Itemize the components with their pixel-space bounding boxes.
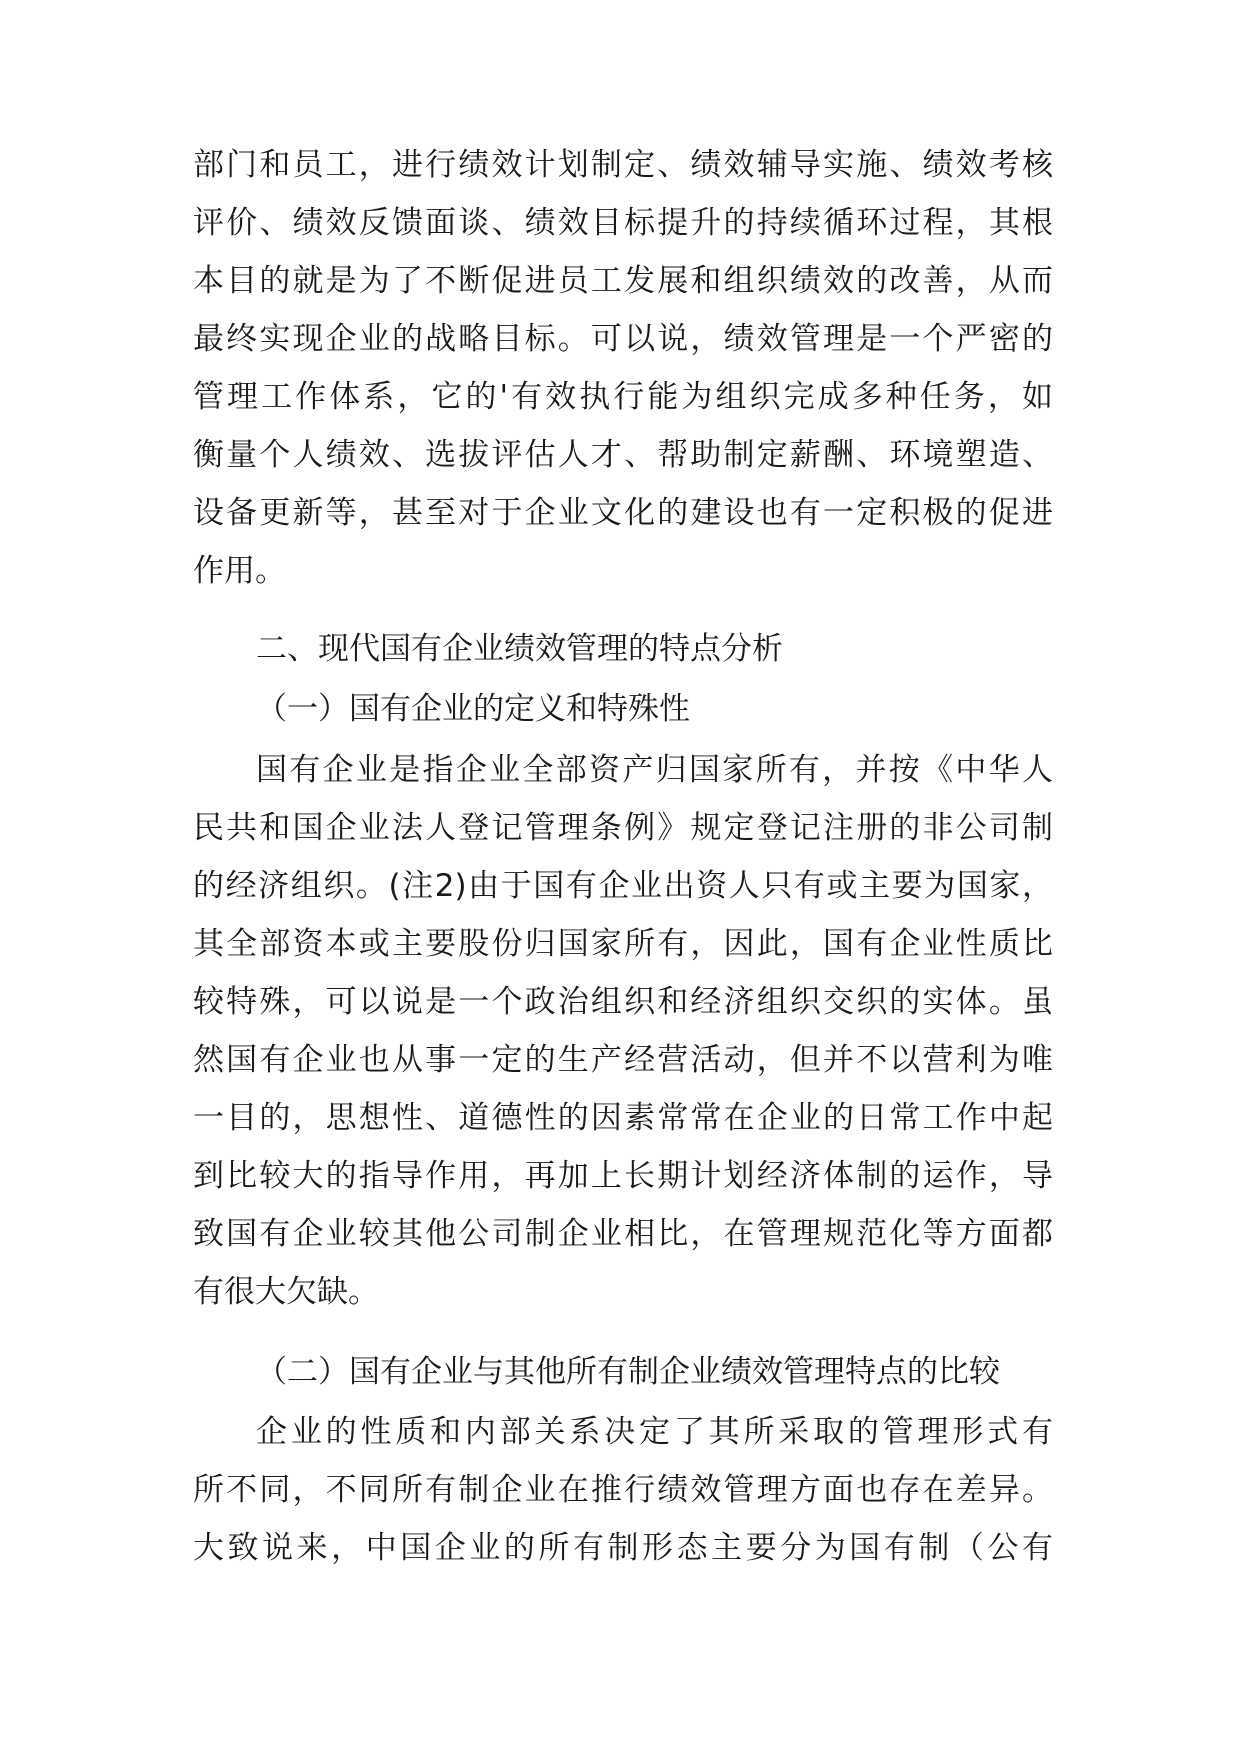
subsection-heading-2-2: （二）国有企业与其他所有制企业绩效管理特点的比较 [256, 1354, 1000, 1390]
text-line-5: 管理工作体系，它的'有效执行能为组织完成多种任务，如 [193, 379, 1053, 415]
paragraph-first-line: 国有企业是指企业全部资产归国家所有，并按《中华人 [256, 752, 1053, 788]
text-line-13: 的经济组织。(注2)由于国有企业出资人只有或主要为国家， [193, 868, 1053, 904]
text-line-14: 其全部资本或主要股份归国家所有，因此，国有企业性质比 [193, 926, 1053, 962]
text-line-20: 有很大欠缺。 [193, 1274, 379, 1310]
text-line-7: 设备更新等，甚至对于企业文化的建设也有一定积极的促进 [193, 495, 1053, 531]
text-line-18: 到比较大的指导作用，再加上长期计划经济体制的运作，导 [193, 1158, 1053, 1194]
text-line-16: 然国有企业也从事一定的生产经营活动，但并不以营利为唯 [193, 1042, 1053, 1078]
text-line-24: 大致说来，中国企业的所有制形态主要分为国有制（公有 [193, 1530, 1053, 1566]
paragraph-first-line-2: 企业的性质和内部关系决定了其所采取的管理形式有 [256, 1414, 1053, 1450]
text-line-23: 所不同，不同所有制企业在推行绩效管理方面也存在差异。 [193, 1472, 1053, 1508]
text-line-6: 衡量个人绩效、选拔评估人才、帮助制定薪酬、环境塑造、 [193, 437, 1053, 473]
text-line-15: 较特殊，可以说是一个政治组织和经济组织交织的实体。虽 [193, 984, 1053, 1020]
text-line-3: 本目的就是为了不断促进员工发展和组织绩效的改善，从而 [193, 263, 1053, 299]
text-line-17: 一目的，思想性、道德性的因素常常在企业的日常工作中起 [193, 1100, 1053, 1136]
text-line-4: 最终实现企业的战略目标。可以说，绩效管理是一个严密的 [193, 321, 1053, 357]
text-line-8: 作用。 [193, 553, 286, 589]
text-line-2: 评价、绩效反馈面谈、绩效目标提升的持续循环过程，其根 [193, 205, 1053, 241]
subsection-heading-2-1: （一）国有企业的定义和特殊性 [256, 691, 690, 727]
text-line-19: 致国有企业较其他公司制企业相比，在管理规范化等方面都 [193, 1216, 1053, 1252]
text-line-1: 部门和员工，进行绩效计划制定、绩效辅导实施、绩效考核 [193, 147, 1053, 183]
text-line-12: 民共和国企业法人登记管理条例》规定登记注册的非公司制 [193, 810, 1053, 846]
section-heading-2: 二、现代国有企业绩效管理的特点分析 [256, 631, 783, 667]
